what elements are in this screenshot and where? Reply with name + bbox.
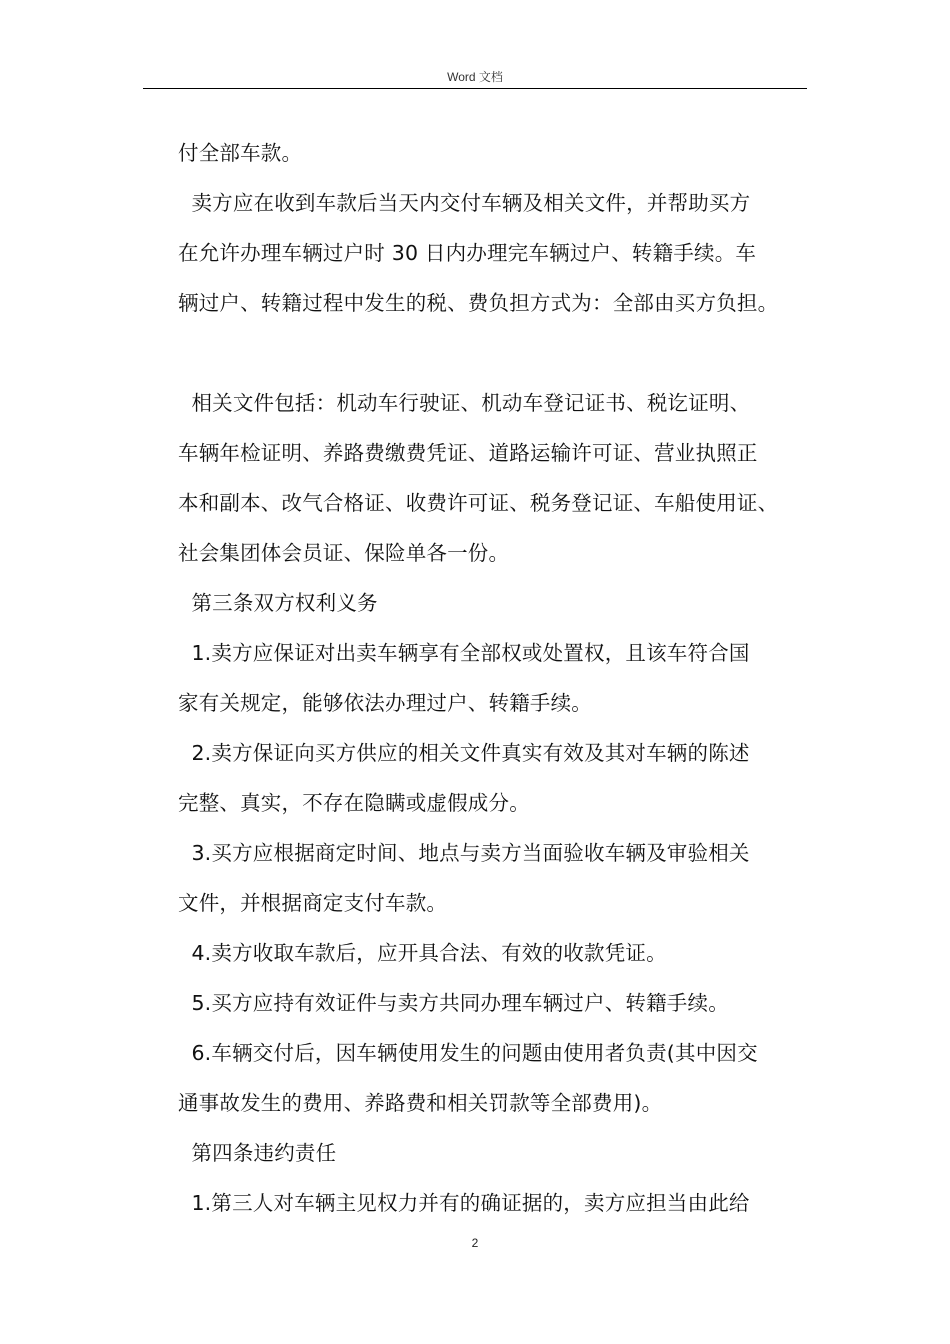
text-line: 车辆年检证明、养路费缴费凭证、道路运输许可证、营业执照正 bbox=[178, 441, 758, 465]
text-line: 2.卖方保证向买方供应的相关文件真实有效及其对车辆的陈述 bbox=[178, 741, 750, 765]
text-line: 1.卖方应保证对出卖车辆享有全部权或处置权，且该车符合国 bbox=[178, 641, 750, 665]
section-heading: 第四条违约责任 bbox=[178, 1141, 337, 1165]
text-line: 付全部车款。 bbox=[178, 141, 303, 165]
header-divider bbox=[143, 88, 807, 89]
text-line: 相关文件包括：机动车行驶证、机动车登记证书、税讫证明、 bbox=[178, 391, 751, 415]
text-line: 1.第三人对车辆主见权力并有的确证据的，卖方应担当由此给 bbox=[178, 1191, 750, 1215]
text-line: 4.卖方收取车款后，应开具合法、有效的收款凭证。 bbox=[178, 941, 667, 965]
text-line: 6.车辆交付后，因车辆使用发生的问题由使用者负责(其中因交 bbox=[178, 1041, 758, 1065]
text-line: 5.买方应持有效证件与卖方共同办理车辆过户、转籍手续。 bbox=[178, 991, 729, 1015]
text-line: 通事故发生的费用、养路费和相关罚款等全部费用)。 bbox=[178, 1091, 663, 1115]
document-body bbox=[178, 128, 818, 1228]
text-line: 辆过户、转籍过程中发生的税、费负担方式为：全部由买方负担。 bbox=[178, 291, 779, 315]
text-line: 社会集团体会员证、保险单各一份。 bbox=[178, 541, 510, 565]
page-number: 2 bbox=[471, 1236, 479, 1250]
text-line: 完整、真实，不存在隐瞒或虚假成分。 bbox=[178, 791, 530, 815]
page-header: Word 文档 bbox=[447, 70, 503, 84]
text-line: 卖方应在收到车款后当天内交付车辆及相关文件，并帮助买方 bbox=[178, 191, 751, 215]
text-line: 家有关规定，能够依法办理过户、转籍手续。 bbox=[178, 691, 592, 715]
text-line: 在允许办理车辆过户时 30 日内办理完车辆过户、转籍手续。车 bbox=[178, 241, 757, 265]
text-line: 文件，并根据商定支付车款。 bbox=[178, 891, 448, 915]
text-line: 本和副本、改气合格证、收费许可证、税务登记证、车船使用证、 bbox=[178, 491, 779, 515]
blank-line bbox=[178, 328, 818, 378]
section-heading: 第三条双方权利义务 bbox=[178, 591, 378, 615]
text-line: 3.买方应根据商定时间、地点与卖方当面验收车辆及审验相关 bbox=[178, 841, 750, 865]
